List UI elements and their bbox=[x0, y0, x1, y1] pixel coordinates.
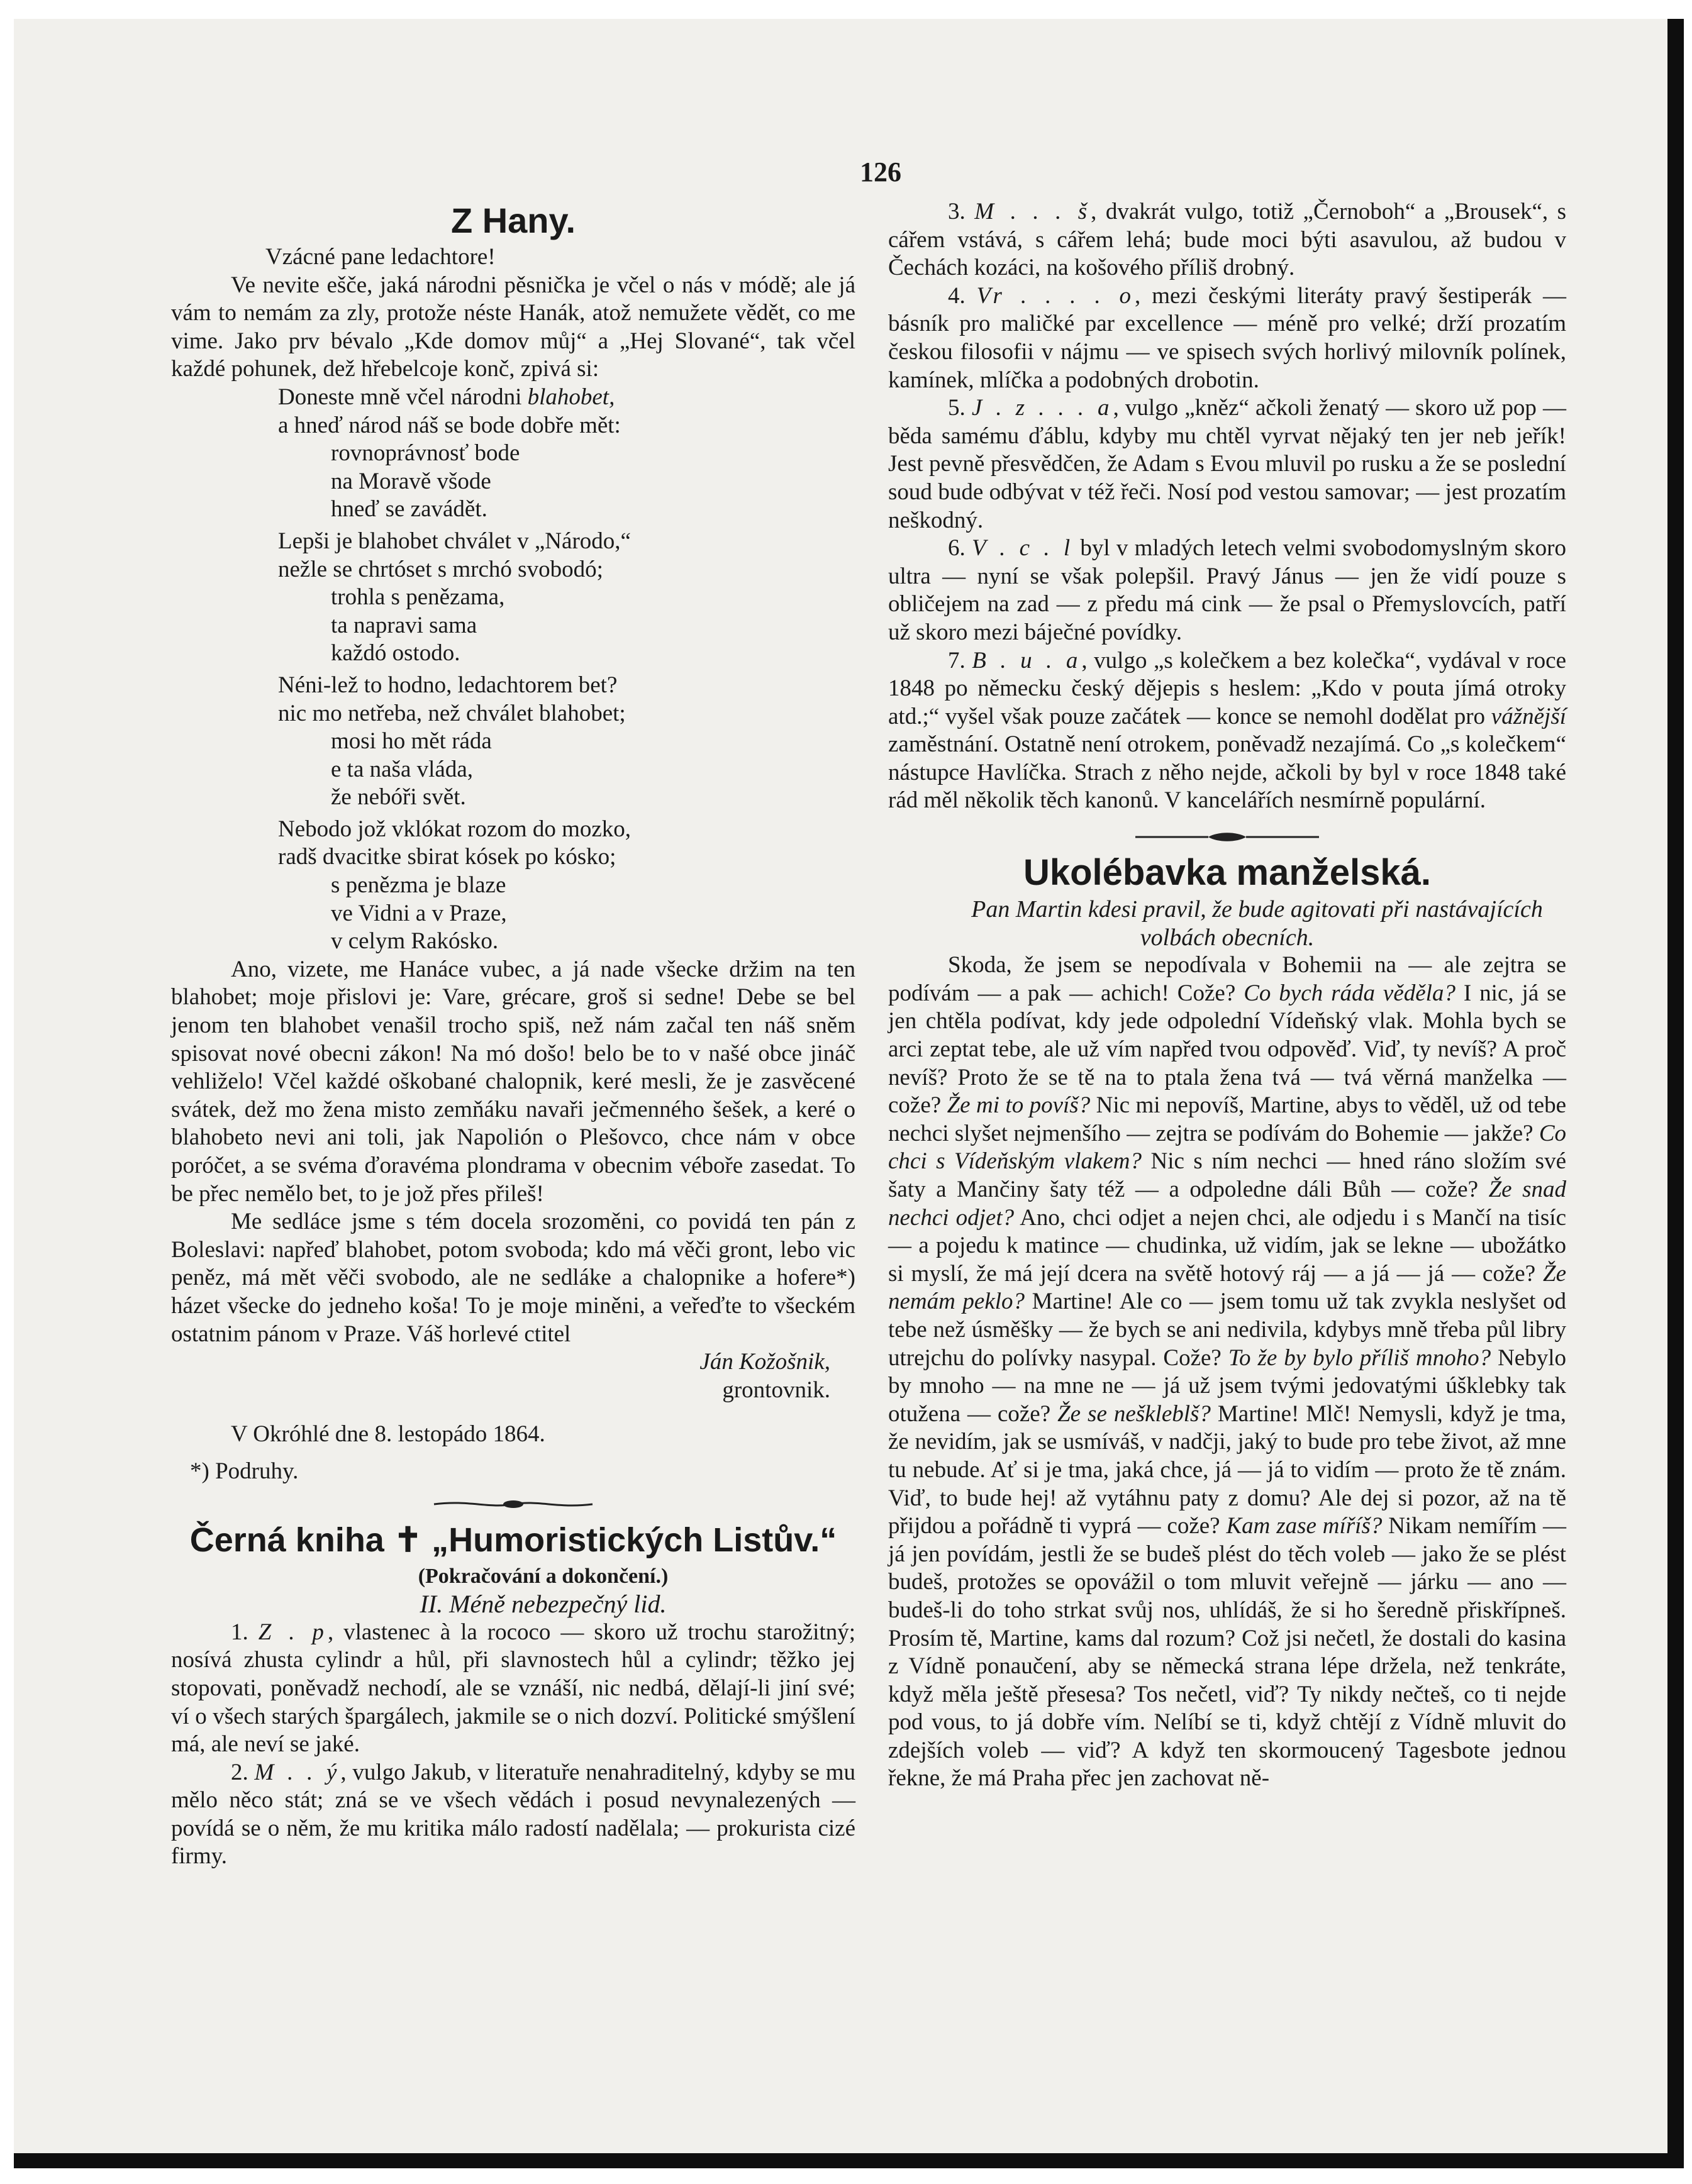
left-column bbox=[171, 198, 855, 1871]
text-run: Nic s ním nechci — hned ráno složím své šaty a Mančiny šaty též — a odpoledne dáli Bůh — cože? bbox=[888, 1148, 1567, 1202]
continuation-note: (Pokračování a dokončení.) bbox=[418, 1564, 669, 1588]
divider-ornament-icon bbox=[431, 1497, 595, 1511]
verse-line: mosi ho mět ráda bbox=[331, 728, 492, 755]
section-heading-mene-nebezpecny: II. Méně nebezpečný lid. bbox=[420, 1590, 667, 1619]
verse-line: hneď se zavádět. bbox=[331, 496, 487, 523]
article-title-cerna-kniha: Černá kniha ✝ „Humoristických Listův.“ bbox=[189, 1521, 837, 1559]
verse-line: Doneste mně včel národni blahobet, bbox=[278, 384, 615, 410]
list-item: 4. Vr . . . . o, mezi českými literáty pravý šestiperák — básník pro maličké par excellence — méně pro velké; drží prozatím českou filosofii v nájmu — ve spisech svých horlivý milovník polínek, kamínek, mlíčka a podobných drobotin. bbox=[888, 282, 1566, 393]
paragraph-ano-vizete: Ano, vizete, me Hanáce vubec, a já nade všecke držim na ten blahobet; moje přislovi je: Vare, grécare, groš si sedne! Debe se bel jenom ten blahobet venašil trocho spiš, než nám začal ten náš sněm spisovat nové obecni zákon! Na mó došo! belo be to v našé obce jináč vehliželo! Včel každé oškobané chalopnik, keré mesli, že je zasvěcené svátek, dež mo žena misto zemňáku navaři ječmenného šešek, a keré o blahobeto nevi ani toli, jak Napolión o Plešovco, chce nám v obce poróčet, a se svéma ďoravéma plondrama v obecnim véboře zasedat. To be přec nemělo bet, to je jož přes přileš! bbox=[171, 956, 855, 1207]
text-run: Martine! Ale co — jsem tomu už tak zvykla neslyšet od tebe než úsměšky — že bych se ani nedivila, kdybys mně třeba půl libry utrejchu do polívky nasypal. Cože? bbox=[888, 1289, 1566, 1371]
italic-phrase: Že se neškleblš? bbox=[1057, 1400, 1211, 1427]
verse-line: na Moravě všode bbox=[331, 468, 491, 494]
person-initials: Z . p bbox=[258, 1619, 328, 1645]
text-run: I nic, já se jen chtěla podívat, kdy jede odpolední Vídeňský vlak. Mohla bych se arci zeptat tebe, ale už vím napřed tvou odpověď. Viď, ty nevíš? A proč nevíš? Proto že se tě na to ptala žena tvá — tvá věrná manželka — cože? bbox=[888, 980, 1567, 1119]
verse-line: trohla s penězama, bbox=[331, 584, 505, 611]
signature-name: Ján Kožošnik, bbox=[699, 1349, 830, 1375]
article-body bbox=[888, 951, 1566, 1793]
verse-line: rovnoprávnosť bode bbox=[331, 440, 520, 467]
verse-line: v celym Rakósko. bbox=[331, 928, 499, 955]
italic-phrase: Kam zase míříš? bbox=[1226, 1513, 1383, 1539]
verse-line: každó ostodo. bbox=[331, 640, 460, 667]
signature-role: grontovnik. bbox=[722, 1377, 830, 1403]
page-number: 126 bbox=[860, 157, 901, 187]
divider-ornament-icon bbox=[1133, 830, 1322, 844]
person-initials: M . . ý bbox=[254, 1759, 341, 1785]
paragraph-me-sedlace: Me sedláce jsme s tém docela srozoměni, co povidá ten pán z Boleslavi: napřeď blahobet, potom svoboda; kdo má věči gront, lebo vic peněz, má mět věči svobodo, ale ne sedláke a chalopnike a hofere*) házet všecke do jedneho koša! To je moje miněni, a veřeďte to všeckém ostatnim pánom v Praze. Váš horlevé ctitel bbox=[171, 1209, 855, 1347]
person-initials: M . . . š bbox=[974, 199, 1091, 224]
article-title-ukolebavka: Ukolébavka manželská. bbox=[1023, 852, 1432, 894]
salutation: Vzácné pane ledachtore! bbox=[265, 244, 496, 270]
verse-line: s penězma je blaze bbox=[331, 872, 506, 899]
dateline: V Okróhlé dne 8. lestopádo 1864. bbox=[231, 1421, 545, 1448]
person-initials: Vr . . . . o bbox=[976, 282, 1135, 309]
italic-phrase: Že snad nechci odjet? bbox=[888, 1177, 1566, 1231]
list-item: 7. B . u . a, vulgo „s kolečkem a bez kolečka“, vydával v roce 1848 po německu český dějepis s heslem: „Kdo v pouta jímá otroky atd.;“ vyšel však pouze začátek — konce se nemohl dodělat pro vážnější zaměstnání. Ostatně není otrokem, poněvadž nezajímá. Co „s kolečkem“ nástupce Havlíčka. Strach z něho nejde, ačkoli by byl v roce 1848 také rád měl několik těch kanonů. V kancelářích nesmírně populární. bbox=[888, 647, 1566, 814]
list-item: 6. V . c . l byl v mladých letech velmi svobodomyslným skoro ultra — nyní se však polepšil. Pravý Jánus — jen že vidí pouze s obličejem na zad — z předu má cink — že psal o Přemyslovcích, patří už skoro mezi báječné povídky. bbox=[888, 535, 1566, 645]
verse-line: radš dvacitke sbirat kósek po kósko; bbox=[278, 844, 616, 870]
verse-line: ta napravi sama bbox=[331, 612, 477, 638]
verse-line: e ta naša vláda, bbox=[331, 756, 473, 782]
text-run: Martine! Mlč! Nemysli, když je tma, že nevidím, jak se usmíváš, v nadčji, jaký to bude pro tebe život, až mne tu nebude. Ať si je tma, jaká chce, já — já to vidím — proto že tě znám. Viď, to bude hej! až vytáhnu paty z domu? Ale dej si pozor, až na tě přijdou a pořádně ti vyprá — cože? bbox=[888, 1400, 1566, 1539]
verse-line: nežle se chrtóset s mrchó svobodó; bbox=[278, 556, 603, 582]
article-title-z-hany: Z Hany. bbox=[450, 201, 576, 240]
right-column bbox=[888, 198, 1566, 1793]
italic-phrase: Že mi to povíš? bbox=[947, 1092, 1091, 1119]
verse-line: Nebodo jož vklókat rozom do mozko, bbox=[278, 816, 632, 842]
footnote: *) Podruhy. bbox=[190, 1458, 299, 1484]
text-run: Ano, chci odjet a nejen chci, ale odjedu i s Mančí na tisíc — a pojedu k matince — chudinka, už vidím, jak se lekne — ubožátko si myslí, že má její dcera na světě hotový ráj — a já — já — cože? bbox=[888, 1204, 1567, 1287]
person-initials: J . z . . . a bbox=[971, 395, 1113, 421]
verse-line: nic mo netřeba, než chválet blahobet; bbox=[278, 700, 626, 726]
text-run: Nic mi nepovíš, Martine, abys to věděl, už od tebe nechci slyšet nejmenšího — zejtra se podívám do Bohemie — jakže? bbox=[888, 1092, 1567, 1146]
italic-phrase: Že nemám peklo? bbox=[888, 1260, 1566, 1315]
list-item: 5. J . z . . . a, vulgo „kněz“ ačkoli ženatý — skoro už pop — běda samému ďáblu, kdyby mu chtěl vyrvat nějaký ten jer neb jeřík! Jest pevně přesvědčen, že Adam s Evou mluvil po rusku a že se poslední soud bude odbývat v též řeči. Nosí pod vestou samovar; — jest prozatím neškodný. bbox=[888, 395, 1566, 533]
verse-line: a hneď národ náš se bode dobře mět: bbox=[278, 412, 621, 438]
text-run: Nikam nemířím — já jen povídám, jestli že se budeš plést do těch voleb — jako že se plést budeš, protožes se opovážil o tom mluvit veřejně — járku — ano — budeš-li do toho strkat svůj nos, uhlídáš, že si ho šeredně přiskřípneš. Prosím tě, Martine, kams dal rozum? Což jsi nečetl, že dostali do kasina z Vídně ponaučení, aby se německá strana lépe držela, než tenkráte, když měla ještě přesesa? Tos nečetl, viď? Ty nikdy nečteš, co ti nejde pod vous, to já dobře vím. Nelíbí se ti, když chtějí z Vídně mluvit do zdejších voleb — viď? A když ten skormoucený Tagesbote jednou řekne, že má Praha přec jen zachovat ně- bbox=[888, 1513, 1566, 1792]
list-item: 2. M . . ý, vulgo Jakub, v literatuře nenahraditelný, kdyby se mu mělo něco stát; zná se ve všech vědách i posud nevynalezených — povídá se o něm, že mu kritika málo radostí nadělala; — prokurista cizé firmy. bbox=[171, 1759, 856, 1870]
italic-phrase: Co chci s Vídeňským vlakem? bbox=[888, 1120, 1566, 1175]
person-initials: B . u . a bbox=[972, 647, 1082, 673]
italic-phrase: To že by bylo příliš mnoho? bbox=[1228, 1344, 1491, 1371]
text-run: Skoda, že jsem se nepodívala v Bohemii na — ale zejtra se podívám — a pak — achich! Cože? bbox=[888, 952, 1566, 1006]
list-item: 3. M . . . š, dvakrát vulgo, totiž „Černoboh“ a „Brousek“, s cářem vstává, s cářem lehá; bude moci býti asavulou, až budou v Čechách kozáci, na košového příliš drobný. bbox=[888, 199, 1566, 281]
verse-line: Lepši je blahobet chválet v „Národo,“ bbox=[278, 528, 631, 554]
list-item: 1. Z . p, vlastenec à la rococo — skoro už trochu starožitný; nosívá zhusta cylindr a hůl, při slavnostech hůl a cylindr; těžko jej stopovati, poněvadž nechodí, ale se vznáší, nic nedbá, dělají-li jiní své; ví o všech starých špargálech, jakmile se o nich dozví. Politické smýšlení má, ale neví se jaké. bbox=[171, 1619, 856, 1758]
verse-line: Néni-lež to hodno, ledachtorem bet? bbox=[278, 672, 618, 698]
article-subtitle: Pan Martin kdesi pravil, že bude agitovati při nastávajících volbách obecních. bbox=[971, 896, 1543, 951]
intro-paragraph: Ve nevite ešče, jaká národni pěsnička je včel o nás v módě; ale já vám to nemám za zly, protože néste Hanák, atož nemužete vědět, co me vime. Jako prv bévalo „Kde domov můj“ a „Hej Slované“, tak včel každé pohunek, dež hřebelcoje konč, zpivá si: bbox=[171, 272, 855, 382]
verse-line: že nebóři svět. bbox=[331, 784, 466, 811]
italic-phrase: Co bych ráda věděla? bbox=[1244, 980, 1455, 1006]
poem-verse bbox=[171, 384, 855, 956]
signature bbox=[171, 1348, 855, 1404]
person-initials: V . c . l bbox=[972, 535, 1074, 562]
verse-line: ve Vidni a v Praze, bbox=[331, 900, 507, 926]
text-run: Nebylo by mnoho — na mne ne — já už jsem tvými jedovatými úšklebky tak otužena — cože? bbox=[888, 1344, 1566, 1427]
